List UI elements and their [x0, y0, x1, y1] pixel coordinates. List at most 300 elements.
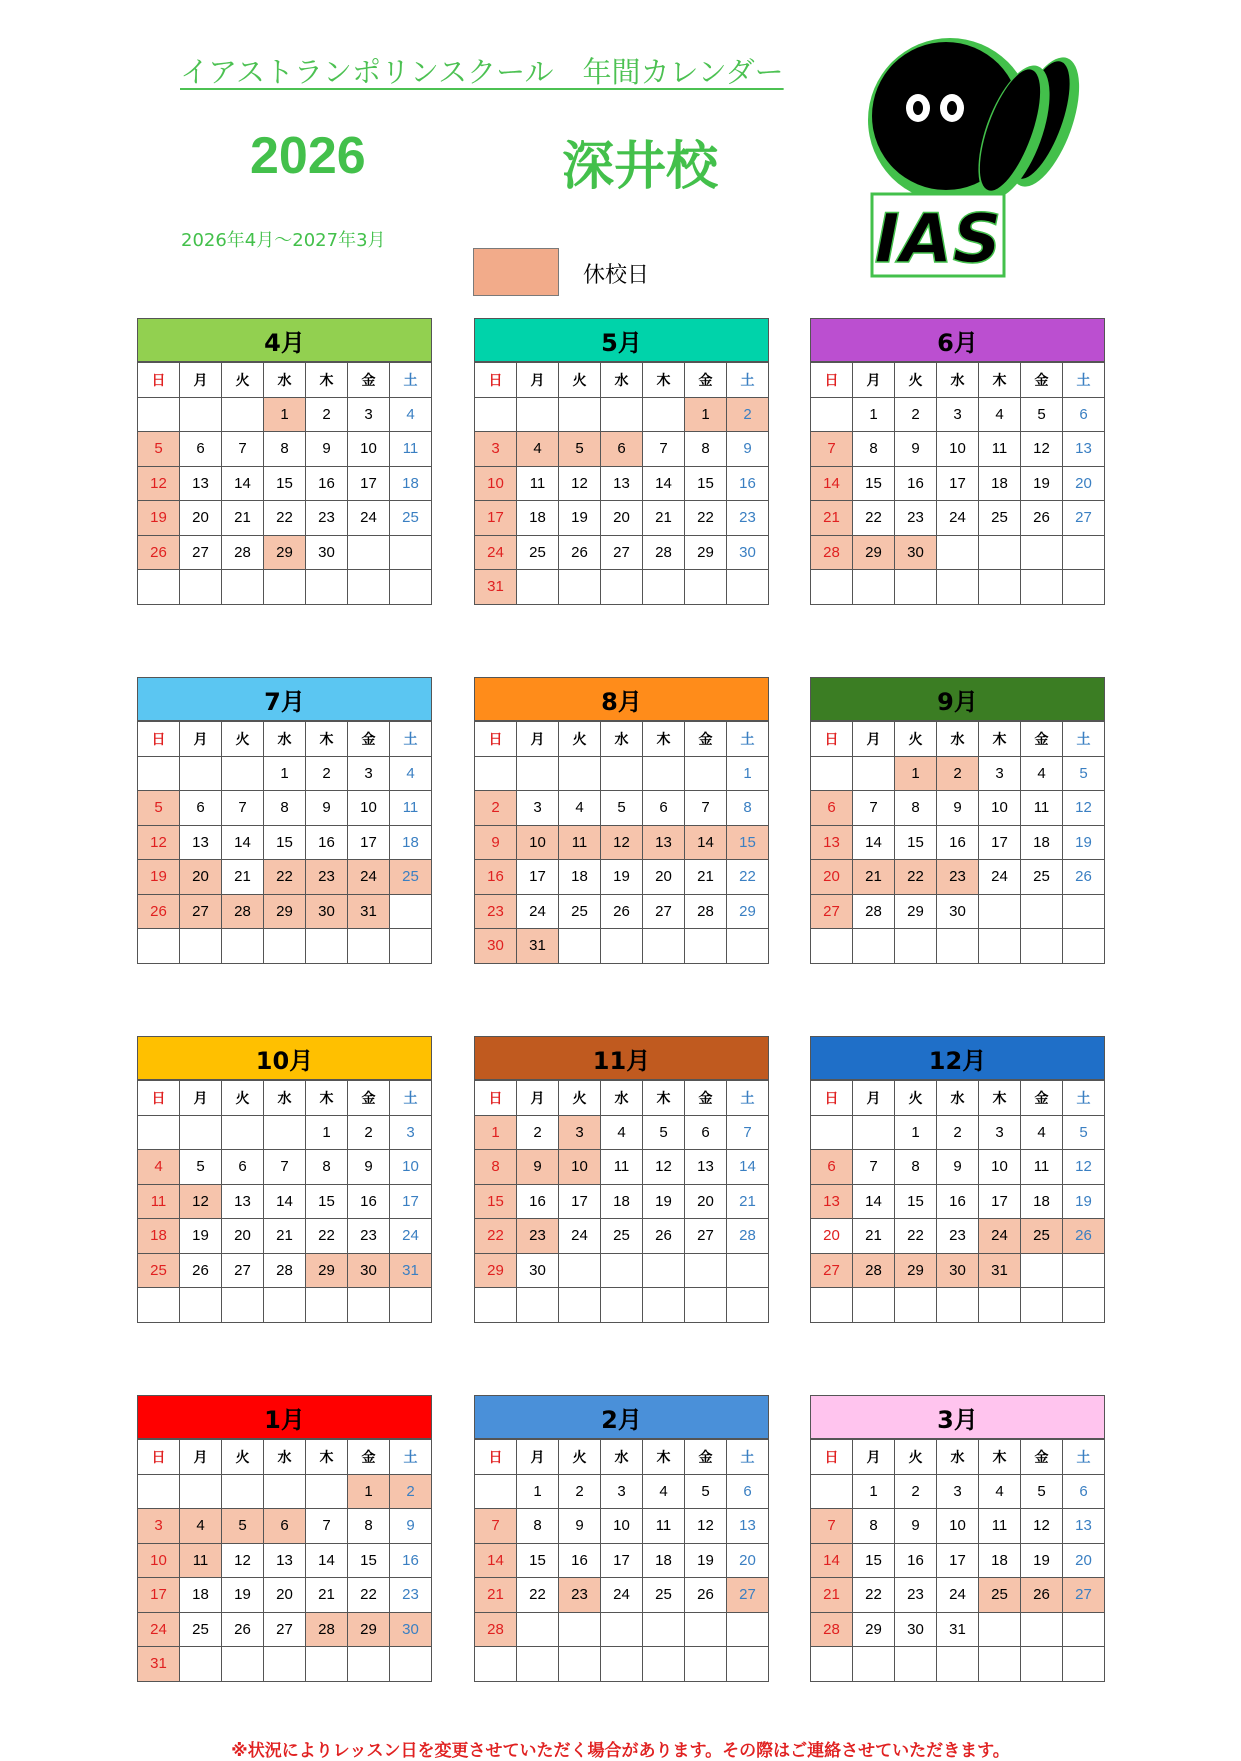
day-cell: 15	[895, 825, 937, 860]
day-cell: 27	[1063, 1578, 1105, 1613]
day-cell	[895, 1647, 937, 1682]
month-header: 4月	[137, 318, 432, 362]
day-cell: 13	[222, 1184, 264, 1219]
month-header: 2月	[474, 1395, 769, 1439]
weekday-label: 月	[853, 363, 895, 398]
day-cell	[390, 1647, 432, 1682]
day-cell: 28	[222, 535, 264, 570]
weekday-header-row	[811, 722, 1105, 757]
day-cell: 26	[601, 894, 643, 929]
day-cell: 24	[559, 1219, 601, 1254]
month-calendar	[137, 677, 432, 964]
day-cell: 23	[937, 1219, 979, 1254]
day-cell: 10	[475, 466, 517, 501]
day-cell: 8	[517, 1509, 559, 1544]
day-cell	[1021, 929, 1063, 964]
day-cell: 13	[811, 825, 853, 860]
day-cell	[559, 1288, 601, 1323]
month-calendar	[810, 677, 1105, 964]
day-cell: 29	[264, 535, 306, 570]
day-cell: 15	[895, 1184, 937, 1219]
day-cell	[895, 570, 937, 605]
day-cell: 11	[138, 1184, 180, 1219]
day-cell: 19	[1063, 825, 1105, 860]
day-cell: 4	[138, 1150, 180, 1185]
day-cell: 17	[348, 825, 390, 860]
week-row	[811, 1150, 1105, 1185]
week-row	[811, 1509, 1105, 1544]
day-cell: 4	[390, 756, 432, 791]
day-cell: 25	[390, 860, 432, 895]
day-cell: 20	[643, 860, 685, 895]
day-cell: 11	[559, 825, 601, 860]
day-cell: 28	[727, 1219, 769, 1254]
day-cell: 17	[979, 825, 1021, 860]
day-cell: 28	[853, 894, 895, 929]
day-cell: 10	[517, 825, 559, 860]
day-cell: 15	[517, 1543, 559, 1578]
day-cell: 12	[138, 825, 180, 860]
day-cell	[895, 1288, 937, 1323]
week-row	[138, 1150, 432, 1185]
day-cell: 4	[390, 397, 432, 432]
month-table	[474, 362, 769, 605]
day-cell	[222, 929, 264, 964]
day-cell: 2	[559, 1474, 601, 1509]
day-cell: 21	[306, 1578, 348, 1613]
day-cell	[138, 929, 180, 964]
weekday-label: 火	[895, 363, 937, 398]
day-cell: 9	[306, 791, 348, 826]
day-cell: 9	[559, 1509, 601, 1544]
day-cell: 8	[348, 1509, 390, 1544]
week-row	[475, 1578, 769, 1613]
day-cell	[811, 1115, 853, 1150]
month-table	[810, 1439, 1105, 1682]
weekday-label: 日	[475, 1440, 517, 1475]
day-cell: 17	[475, 501, 517, 536]
day-cell	[390, 570, 432, 605]
week-row	[138, 894, 432, 929]
day-cell	[727, 929, 769, 964]
day-cell	[685, 1612, 727, 1647]
day-cell	[811, 570, 853, 605]
day-cell	[601, 1612, 643, 1647]
month-table	[137, 1080, 432, 1323]
day-cell: 22	[306, 1219, 348, 1254]
day-cell: 29	[306, 1253, 348, 1288]
day-cell	[138, 570, 180, 605]
day-cell: 18	[1021, 825, 1063, 860]
weekday-label: 金	[348, 1081, 390, 1116]
day-cell: 19	[1063, 1184, 1105, 1219]
week-row	[811, 570, 1105, 605]
day-cell: 24	[979, 1219, 1021, 1254]
day-cell	[727, 1253, 769, 1288]
month-table	[137, 721, 432, 964]
week-row	[811, 1612, 1105, 1647]
weekday-label: 月	[853, 722, 895, 757]
day-cell: 15	[264, 466, 306, 501]
day-cell: 26	[138, 894, 180, 929]
day-cell	[979, 1612, 1021, 1647]
weekday-label: 日	[138, 363, 180, 398]
day-cell: 7	[811, 1509, 853, 1544]
day-cell	[979, 570, 1021, 605]
day-cell: 14	[685, 825, 727, 860]
day-cell	[559, 929, 601, 964]
weekday-label: 木	[306, 722, 348, 757]
day-cell: 8	[264, 791, 306, 826]
day-cell	[1063, 1288, 1105, 1323]
month-calendar	[810, 1395, 1105, 1682]
weekday-label: 土	[727, 1081, 769, 1116]
day-cell: 22	[853, 501, 895, 536]
day-cell: 18	[979, 1543, 1021, 1578]
week-row	[138, 1647, 432, 1682]
day-cell: 13	[264, 1543, 306, 1578]
day-cell: 27	[643, 894, 685, 929]
day-cell: 29	[895, 894, 937, 929]
day-cell: 11	[1021, 791, 1063, 826]
week-row	[475, 860, 769, 895]
week-row	[475, 1288, 769, 1323]
day-cell	[1021, 1288, 1063, 1323]
day-cell: 1	[517, 1474, 559, 1509]
day-cell	[937, 1647, 979, 1682]
day-cell: 6	[811, 791, 853, 826]
day-cell: 15	[348, 1543, 390, 1578]
month-table	[810, 721, 1105, 964]
weekday-label: 木	[979, 1440, 1021, 1475]
day-cell: 4	[1021, 756, 1063, 791]
day-cell: 17	[138, 1578, 180, 1613]
week-row	[475, 1543, 769, 1578]
weekday-label: 土	[727, 1440, 769, 1475]
month-header: 3月	[810, 1395, 1105, 1439]
day-cell: 24	[601, 1578, 643, 1613]
day-cell	[306, 570, 348, 605]
day-cell	[264, 1647, 306, 1682]
day-cell: 27	[180, 894, 222, 929]
day-cell: 24	[348, 860, 390, 895]
day-cell: 19	[643, 1184, 685, 1219]
month-header: 7月	[137, 677, 432, 721]
day-cell: 18	[390, 466, 432, 501]
day-cell	[390, 894, 432, 929]
day-cell: 10	[979, 1150, 1021, 1185]
day-cell: 3	[475, 432, 517, 467]
day-cell: 3	[601, 1474, 643, 1509]
day-cell	[390, 535, 432, 570]
week-row	[475, 535, 769, 570]
week-row	[138, 1219, 432, 1254]
weekday-label: 水	[937, 363, 979, 398]
day-cell: 12	[685, 1509, 727, 1544]
day-cell: 6	[264, 1509, 306, 1544]
day-cell: 24	[138, 1612, 180, 1647]
week-row	[811, 1184, 1105, 1219]
day-cell: 27	[811, 894, 853, 929]
day-cell: 30	[475, 929, 517, 964]
day-cell	[348, 570, 390, 605]
weekday-label: 金	[1021, 1081, 1063, 1116]
day-cell: 1	[475, 1115, 517, 1150]
day-cell	[1063, 1253, 1105, 1288]
day-cell: 5	[138, 791, 180, 826]
day-cell	[601, 1253, 643, 1288]
day-cell	[979, 1647, 1021, 1682]
day-cell: 15	[475, 1184, 517, 1219]
day-cell: 23	[306, 501, 348, 536]
day-cell: 16	[895, 1543, 937, 1578]
day-cell: 21	[264, 1219, 306, 1254]
day-cell: 20	[811, 1219, 853, 1254]
day-cell: 26	[222, 1612, 264, 1647]
day-cell	[853, 1647, 895, 1682]
weekday-label: 火	[222, 722, 264, 757]
day-cell: 4	[517, 432, 559, 467]
day-cell: 4	[643, 1474, 685, 1509]
month-calendar	[810, 1036, 1105, 1323]
month-calendar	[474, 1395, 769, 1682]
day-cell: 28	[475, 1612, 517, 1647]
day-cell: 6	[643, 791, 685, 826]
day-cell: 30	[348, 1253, 390, 1288]
day-cell: 21	[727, 1184, 769, 1219]
weekday-label: 木	[979, 363, 1021, 398]
weekday-label: 水	[601, 1440, 643, 1475]
day-cell: 6	[685, 1115, 727, 1150]
weekday-label: 火	[895, 722, 937, 757]
weekday-label: 土	[390, 1440, 432, 1475]
week-row	[811, 535, 1105, 570]
day-cell: 12	[1063, 1150, 1105, 1185]
day-cell: 1	[727, 756, 769, 791]
day-cell	[1021, 1647, 1063, 1682]
day-cell: 10	[937, 432, 979, 467]
day-cell	[601, 756, 643, 791]
week-row	[811, 1474, 1105, 1509]
day-cell	[853, 929, 895, 964]
day-cell	[601, 1647, 643, 1682]
day-cell: 11	[979, 1509, 1021, 1544]
week-row	[138, 1288, 432, 1323]
day-cell: 7	[264, 1150, 306, 1185]
day-cell	[1063, 570, 1105, 605]
day-cell: 9	[937, 791, 979, 826]
day-cell	[222, 397, 264, 432]
weekday-label: 日	[138, 1440, 180, 1475]
day-cell: 1	[853, 397, 895, 432]
day-cell	[222, 756, 264, 791]
day-cell	[559, 570, 601, 605]
day-cell: 9	[306, 432, 348, 467]
day-cell: 8	[853, 432, 895, 467]
day-cell: 20	[180, 501, 222, 536]
weekday-label: 日	[475, 363, 517, 398]
day-cell	[643, 929, 685, 964]
month-calendar	[474, 1036, 769, 1323]
day-cell: 6	[1063, 397, 1105, 432]
day-cell: 19	[138, 860, 180, 895]
day-cell	[643, 1647, 685, 1682]
day-cell: 9	[348, 1150, 390, 1185]
weekday-label: 土	[1063, 1440, 1105, 1475]
day-cell: 9	[517, 1150, 559, 1185]
day-cell: 13	[685, 1150, 727, 1185]
day-cell: 17	[937, 1543, 979, 1578]
week-row	[138, 501, 432, 536]
day-cell	[1063, 1612, 1105, 1647]
day-cell: 31	[348, 894, 390, 929]
day-cell	[727, 1612, 769, 1647]
day-cell	[517, 756, 559, 791]
day-cell	[348, 929, 390, 964]
day-cell: 17	[601, 1543, 643, 1578]
day-cell: 2	[895, 397, 937, 432]
day-cell: 26	[559, 535, 601, 570]
day-cell: 10	[979, 791, 1021, 826]
day-cell: 7	[853, 791, 895, 826]
day-cell: 20	[264, 1578, 306, 1613]
day-cell	[643, 1253, 685, 1288]
day-cell	[1021, 1253, 1063, 1288]
day-cell: 11	[517, 466, 559, 501]
calendar-year: 2026	[250, 127, 366, 185]
weekday-label: 水	[601, 363, 643, 398]
day-cell	[601, 929, 643, 964]
month-table	[474, 721, 769, 964]
day-cell: 24	[937, 501, 979, 536]
day-cell: 7	[306, 1509, 348, 1544]
week-row	[138, 791, 432, 826]
week-row	[475, 791, 769, 826]
weekday-label: 木	[306, 1440, 348, 1475]
weekday-label: 木	[643, 722, 685, 757]
day-cell: 19	[1021, 1543, 1063, 1578]
day-cell: 15	[727, 825, 769, 860]
day-cell: 24	[475, 535, 517, 570]
weekday-label: 金	[685, 722, 727, 757]
day-cell	[937, 929, 979, 964]
day-cell: 1	[895, 1115, 937, 1150]
day-cell: 14	[222, 466, 264, 501]
day-cell: 17	[559, 1184, 601, 1219]
week-row	[475, 1253, 769, 1288]
week-row	[475, 1219, 769, 1254]
day-cell: 13	[180, 825, 222, 860]
day-cell: 16	[475, 860, 517, 895]
day-cell: 21	[853, 860, 895, 895]
holiday-legend-label: 休校日	[583, 263, 650, 288]
day-cell: 13	[727, 1509, 769, 1544]
day-cell: 5	[1021, 397, 1063, 432]
day-cell: 20	[180, 860, 222, 895]
day-cell: 17	[937, 466, 979, 501]
day-cell	[138, 1288, 180, 1323]
day-cell: 8	[895, 791, 937, 826]
day-cell: 16	[727, 466, 769, 501]
day-cell	[643, 397, 685, 432]
day-cell: 22	[348, 1578, 390, 1613]
day-cell	[138, 397, 180, 432]
day-cell	[853, 756, 895, 791]
weekday-label: 日	[475, 722, 517, 757]
day-cell: 28	[643, 535, 685, 570]
month-calendar	[137, 1395, 432, 1682]
weekday-label: 月	[517, 722, 559, 757]
day-cell	[811, 756, 853, 791]
day-cell: 14	[475, 1543, 517, 1578]
weekday-label: 水	[264, 363, 306, 398]
day-cell	[685, 1253, 727, 1288]
week-row	[475, 432, 769, 467]
week-row	[138, 1543, 432, 1578]
day-cell: 2	[390, 1474, 432, 1509]
week-row	[811, 501, 1105, 536]
day-cell: 12	[559, 466, 601, 501]
day-cell	[475, 1288, 517, 1323]
day-cell: 28	[811, 535, 853, 570]
day-cell: 4	[601, 1115, 643, 1150]
day-cell: 22	[517, 1578, 559, 1613]
day-cell	[306, 1474, 348, 1509]
day-cell: 6	[222, 1150, 264, 1185]
day-cell: 17	[517, 860, 559, 895]
day-cell: 2	[727, 397, 769, 432]
day-cell: 16	[559, 1543, 601, 1578]
weekday-label: 日	[138, 1081, 180, 1116]
day-cell: 25	[180, 1612, 222, 1647]
day-cell: 13	[1063, 432, 1105, 467]
day-cell: 5	[1063, 1115, 1105, 1150]
day-cell: 8	[853, 1509, 895, 1544]
month-header: 5月	[474, 318, 769, 362]
day-cell: 15	[853, 1543, 895, 1578]
day-cell	[517, 397, 559, 432]
weekday-label: 月	[517, 1081, 559, 1116]
weekday-label: 木	[979, 1081, 1021, 1116]
day-cell: 23	[895, 1578, 937, 1613]
day-cell: 25	[601, 1219, 643, 1254]
day-cell: 6	[811, 1150, 853, 1185]
day-cell: 14	[853, 1184, 895, 1219]
day-cell: 9	[895, 1509, 937, 1544]
day-cell: 31	[979, 1253, 1021, 1288]
day-cell: 6	[180, 432, 222, 467]
day-cell: 19	[180, 1219, 222, 1254]
day-cell	[222, 1647, 264, 1682]
day-cell: 1	[853, 1474, 895, 1509]
day-cell: 28	[853, 1253, 895, 1288]
day-cell	[138, 756, 180, 791]
day-cell: 22	[895, 1219, 937, 1254]
month-calendar	[474, 318, 769, 605]
day-cell: 2	[348, 1115, 390, 1150]
day-cell: 21	[643, 501, 685, 536]
week-row	[475, 501, 769, 536]
day-cell: 22	[475, 1219, 517, 1254]
day-cell	[264, 1115, 306, 1150]
weekday-label: 土	[727, 722, 769, 757]
day-cell: 15	[685, 466, 727, 501]
weekday-header-row	[475, 1081, 769, 1116]
day-cell	[559, 1253, 601, 1288]
day-cell: 22	[895, 860, 937, 895]
day-cell: 31	[390, 1253, 432, 1288]
day-cell	[180, 929, 222, 964]
